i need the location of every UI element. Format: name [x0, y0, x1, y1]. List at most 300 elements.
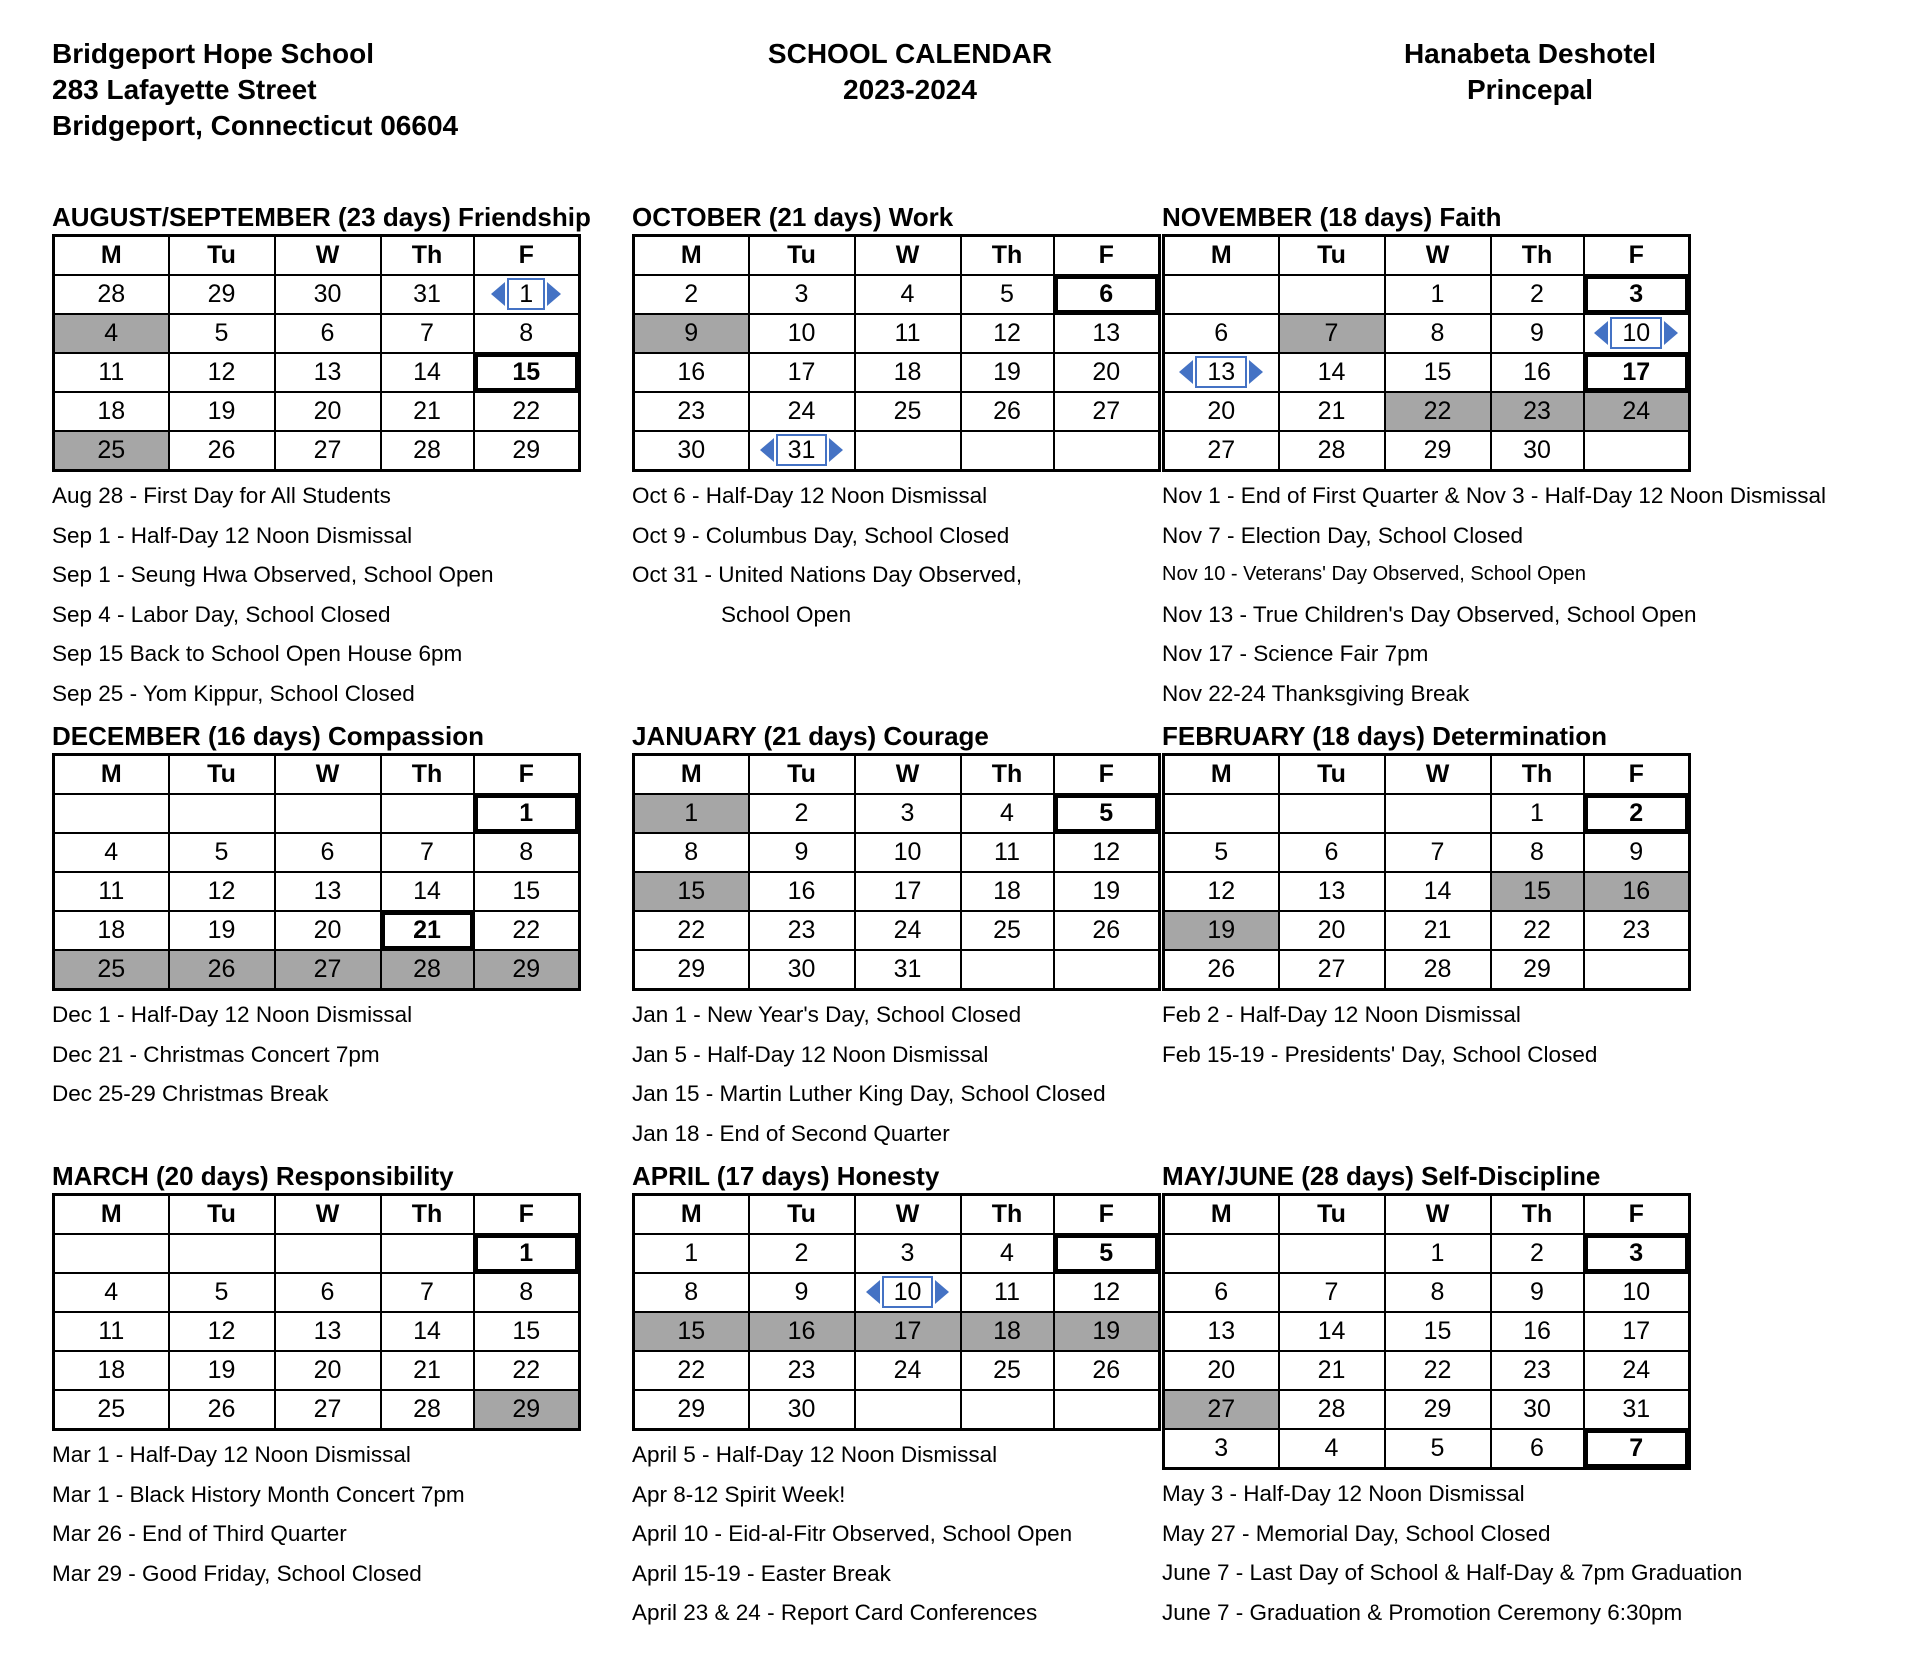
month-title: AUGUST/SEPTEMBER (23 days) Friendship — [52, 202, 591, 232]
calendar-note: Oct 9 - Columbus Day, School Closed — [632, 522, 1010, 548]
day-cell: 14 — [381, 353, 474, 392]
day-cell: 5 — [1385, 1429, 1491, 1469]
day-cell: 1 — [634, 1234, 749, 1273]
week-row — [1164, 314, 1690, 353]
month-calendar-table — [1162, 234, 1691, 472]
day-cell: 15 — [634, 872, 749, 911]
calendar-note: May 3 - Half-Day 12 Noon Dismissal — [1162, 1481, 1525, 1506]
day-cell — [855, 1273, 961, 1312]
calendar-note: Nov 17 - Science Fair 7pm — [1162, 641, 1429, 666]
day-cell: 22 — [634, 1351, 749, 1390]
weekday-header: W — [275, 236, 381, 276]
week-row — [1164, 833, 1690, 872]
day-cell: 8 — [474, 833, 580, 872]
day-cell: 4 — [54, 314, 169, 353]
day-cell: 10 — [1584, 1273, 1690, 1312]
day-cell: 18 — [54, 911, 169, 950]
weekday-header: Tu — [1279, 755, 1385, 795]
day-cell — [474, 275, 580, 314]
weekday-header: M — [1164, 236, 1279, 276]
calendar-title — [700, 36, 1120, 108]
weekday-header: M — [634, 755, 749, 795]
school-address — [52, 36, 458, 144]
day-cell: 28 — [1279, 431, 1385, 471]
day-cell — [1164, 275, 1279, 314]
weekday-header-row — [54, 1195, 580, 1235]
day-cell: 28 — [381, 1390, 474, 1430]
calendar-note: Nov 22-24 Thanksgiving Break — [1162, 680, 1470, 706]
day-cell: 30 — [275, 275, 381, 314]
calendar-note: Oct 6 - Half-Day 12 Noon Dismissal — [632, 483, 988, 508]
weekday-header: M — [1164, 1195, 1279, 1235]
day-cell: 3 — [1584, 1234, 1690, 1273]
day-cell: 7 — [1279, 314, 1385, 353]
calendar-note: School Open — [721, 601, 852, 627]
calendar-note: Nov 10 - Veterans' Day Observed, School Open — [1162, 563, 1587, 585]
day-cell: 11 — [961, 833, 1054, 872]
day-cell: 11 — [54, 1312, 169, 1351]
week-row — [54, 353, 580, 392]
month-notes — [52, 1435, 632, 1593]
day-cell: 13 — [1054, 314, 1160, 353]
weekday-header: Th — [381, 1195, 474, 1235]
week-row — [54, 950, 580, 990]
weekday-header-row — [1164, 236, 1690, 276]
weekday-header: W — [1385, 755, 1491, 795]
day-cell: 13 — [1279, 872, 1385, 911]
month-block — [632, 719, 1212, 1153]
week-row — [1164, 872, 1690, 911]
month-notes — [632, 476, 1212, 634]
day-cell: 1 — [1385, 1234, 1491, 1273]
week-row — [1164, 911, 1690, 950]
day-cell: 8 — [634, 833, 749, 872]
day-cell: 27 — [275, 431, 381, 471]
day-cell — [1584, 314, 1690, 353]
calendar-note: Dec 21 - Christmas Concert 7pm — [52, 1041, 380, 1067]
day-cell: 28 — [1385, 950, 1491, 990]
week-row — [54, 1234, 580, 1273]
day-cell: 2 — [634, 275, 749, 314]
month-block — [52, 1159, 632, 1593]
day-cell: 24 — [1584, 1351, 1690, 1390]
month-title: MARCH (20 days) Responsibility — [52, 1161, 454, 1191]
day-cell — [1279, 794, 1385, 833]
weekday-header: M — [634, 236, 749, 276]
day-cell: 1 — [1385, 275, 1491, 314]
calendar-note: June 7 - Last Day of School & Half-Day & 7pm Graduation — [1162, 1560, 1743, 1585]
calendar-note: Nov 13 - True Children's Day Observed, School Open — [1162, 601, 1697, 627]
day-cell — [1385, 794, 1491, 833]
weekday-header-row — [1164, 755, 1690, 795]
day-cell: 29 — [634, 950, 749, 990]
day-cell: 30 — [749, 1390, 855, 1430]
day-cell: 18 — [961, 1312, 1054, 1351]
week-row — [1164, 392, 1690, 431]
day-cell: 19 — [169, 911, 275, 950]
weekday-header: W — [855, 1195, 961, 1235]
month-block — [632, 1159, 1212, 1633]
calendar-note: Mar 29 - Good Friday, School Closed — [52, 1560, 422, 1586]
week-row — [54, 1312, 580, 1351]
weekday-header: W — [855, 755, 961, 795]
day-cell: 26 — [1054, 911, 1160, 950]
day-cell: 24 — [1584, 392, 1690, 431]
day-cell: 12 — [1054, 833, 1160, 872]
day-cell: 16 — [749, 1312, 855, 1351]
day-cell: 15 — [1385, 1312, 1491, 1351]
calendar-title-text: SCHOOL CALENDAR — [767, 38, 1053, 69]
day-cell: 17 — [855, 872, 961, 911]
month-block — [52, 200, 632, 713]
day-cell: 27 — [1164, 1390, 1279, 1429]
day-cell: 22 — [1491, 911, 1584, 950]
day-cell: 31 — [855, 950, 961, 990]
weekday-header-row — [634, 236, 1160, 276]
week-row — [54, 275, 580, 314]
day-cell: 14 — [1279, 353, 1385, 392]
month-block — [1162, 200, 1826, 713]
day-cell — [749, 431, 855, 471]
day-cell: 1 — [1491, 794, 1584, 833]
day-cell: 20 — [1164, 392, 1279, 431]
day-cell: 23 — [634, 392, 749, 431]
weekday-header: Tu — [749, 1195, 855, 1235]
week-row — [1164, 353, 1690, 392]
week-row — [634, 392, 1160, 431]
day-cell: 19 — [169, 392, 275, 431]
week-row — [634, 1312, 1160, 1351]
day-cell: 6 — [275, 1273, 381, 1312]
weekday-header-row — [54, 755, 580, 795]
day-cell — [54, 794, 169, 833]
day-cell: 17 — [749, 353, 855, 392]
week-row — [634, 1390, 1160, 1430]
day-cell — [1054, 950, 1160, 990]
day-cell: 4 — [961, 1234, 1054, 1273]
day-cell: 6 — [1164, 314, 1279, 353]
day-cell: 6 — [1164, 1273, 1279, 1312]
day-cell: 6 — [275, 833, 381, 872]
weekday-header: Th — [381, 236, 474, 276]
month-notes — [1162, 476, 1826, 713]
calendar-note: April 5 - Half-Day 12 Noon Dismissal — [632, 1442, 998, 1467]
day-cell: 5 — [169, 314, 275, 353]
month-block — [632, 200, 1212, 634]
day-cell: 22 — [1385, 1351, 1491, 1390]
day-cell: 10 — [855, 833, 961, 872]
day-cell: 2 — [1491, 275, 1584, 314]
calendar-note: Oct 31 - United Nations Day Observed, — [632, 562, 1023, 587]
weekday-header: Tu — [169, 1195, 275, 1235]
month-calendar-table — [632, 753, 1161, 991]
day-cell: 21 — [381, 1351, 474, 1390]
week-row — [54, 431, 580, 471]
calendar-year: 2023-2024 — [843, 74, 977, 105]
day-cell: 20 — [1279, 911, 1385, 950]
day-cell: 4 — [54, 1273, 169, 1312]
day-cell: 19 — [1164, 911, 1279, 950]
week-row — [1164, 275, 1690, 314]
day-cell: 27 — [1164, 431, 1279, 471]
day-cell: 7 — [381, 314, 474, 353]
day-cell — [1584, 950, 1690, 990]
day-cell: 22 — [474, 911, 580, 950]
month-notes — [632, 995, 1212, 1153]
day-cell: 12 — [1164, 872, 1279, 911]
day-cell: 28 — [381, 431, 474, 471]
calendar-note: Jan 1 - New Year's Day, School Closed — [632, 1002, 1022, 1027]
day-cell: 26 — [169, 950, 275, 990]
day-cell: 22 — [1385, 392, 1491, 431]
day-cell: 8 — [474, 314, 580, 353]
day-cell: 2 — [749, 1234, 855, 1273]
weekday-header: Th — [961, 755, 1054, 795]
day-cell: 29 — [1385, 1390, 1491, 1429]
week-row — [634, 794, 1160, 833]
day-cell: 5 — [169, 833, 275, 872]
month-title: OCTOBER (21 days) Work — [632, 202, 954, 232]
week-row — [634, 1234, 1160, 1273]
day-cell: 11 — [54, 872, 169, 911]
day-cell — [961, 431, 1054, 471]
weekday-header: Tu — [169, 236, 275, 276]
month-title: NOVEMBER (18 days) Faith — [1162, 202, 1502, 232]
day-cell: 25 — [54, 431, 169, 471]
day-cell: 16 — [1584, 872, 1690, 911]
weekday-header: M — [54, 236, 169, 276]
month-calendar-table — [52, 1193, 581, 1431]
day-cell: 30 — [749, 950, 855, 990]
day-cell: 25 — [855, 392, 961, 431]
day-cell: 16 — [1491, 353, 1584, 392]
day-cell: 29 — [474, 431, 580, 471]
day-cell: 1 — [474, 794, 580, 833]
day-cell: 7 — [1279, 1273, 1385, 1312]
weekday-header: F — [474, 755, 580, 795]
day-cell: 25 — [54, 1390, 169, 1430]
day-cell: 15 — [474, 1312, 580, 1351]
day-cell: 9 — [749, 833, 855, 872]
weekday-header: F — [1584, 236, 1690, 276]
weekday-header: Tu — [749, 236, 855, 276]
day-cell: 28 — [54, 275, 169, 314]
day-cell: 31 — [381, 275, 474, 314]
calendar-note: Nov 1 - End of First Quarter & Nov 3 - Half-Day 12 Noon Dismissal — [1162, 483, 1826, 508]
day-cell: 2 — [1584, 794, 1690, 833]
day-cell: 8 — [1491, 833, 1584, 872]
weekday-header-row — [634, 755, 1160, 795]
weekday-header: W — [1385, 1195, 1491, 1235]
day-cell: 18 — [961, 872, 1054, 911]
day-cell: 6 — [1279, 833, 1385, 872]
weekday-header: F — [474, 236, 580, 276]
day-cell: 4 — [855, 275, 961, 314]
month-calendar-table — [52, 753, 581, 991]
day-cell — [961, 950, 1054, 990]
day-cell: 25 — [961, 911, 1054, 950]
day-cell: 15 — [474, 353, 580, 392]
calendar-note: Sep 1 - Seung Hwa Observed, School Open — [52, 562, 494, 587]
calendar-note: Sep 15 Back to School Open House 6pm — [52, 641, 463, 666]
weekday-header: W — [1385, 236, 1491, 276]
day-cell: 26 — [169, 431, 275, 471]
day-cell: 27 — [1279, 950, 1385, 990]
day-cell: 13 — [275, 1312, 381, 1351]
day-cell — [1164, 353, 1279, 392]
week-row — [1164, 1429, 1690, 1469]
day-cell: 20 — [275, 1351, 381, 1390]
week-row — [634, 872, 1160, 911]
day-cell: 17 — [1584, 353, 1690, 392]
day-cell: 29 — [634, 1390, 749, 1430]
month-calendar-table — [632, 234, 1161, 472]
week-row — [54, 314, 580, 353]
day-cell: 13 — [1164, 1312, 1279, 1351]
day-cell: 26 — [961, 392, 1054, 431]
day-cell: 29 — [1385, 431, 1491, 471]
school-name: Bridgeport Hope School — [52, 38, 374, 69]
day-cell — [54, 1234, 169, 1273]
calendar-note: Sep 1 - Half-Day 12 Noon Dismissal — [52, 522, 413, 548]
calendar-note: May 27 - Memorial Day, School Closed — [1162, 1520, 1551, 1546]
day-cell: 7 — [381, 1273, 474, 1312]
month-notes — [52, 995, 632, 1114]
day-cell — [275, 1234, 381, 1273]
day-cell: 26 — [1164, 950, 1279, 990]
month-block — [1162, 1159, 1742, 1632]
week-row — [1164, 1312, 1690, 1351]
day-cell: 1 — [634, 794, 749, 833]
week-row — [1164, 1351, 1690, 1390]
day-cell: 22 — [634, 911, 749, 950]
weekday-header: F — [1054, 1195, 1160, 1235]
calendar-note: Dec 1 - Half-Day 12 Noon Dismissal — [52, 1002, 413, 1027]
day-cell: 9 — [1584, 833, 1690, 872]
month-calendar-table — [632, 1193, 1161, 1431]
day-cell: 19 — [169, 1351, 275, 1390]
week-row — [1164, 950, 1690, 990]
calendar-note: Apr 8-12 Spirit Week! — [632, 1481, 846, 1507]
day-cell: 3 — [749, 275, 855, 314]
day-cell: 27 — [275, 1390, 381, 1430]
calendar-note: April 23 & 24 - Report Card Conferences — [632, 1600, 1038, 1625]
day-cell: 6 — [1491, 1429, 1584, 1469]
day-cell: 14 — [1385, 872, 1491, 911]
calendar-note: Dec 25-29 Christmas Break — [52, 1081, 329, 1106]
day-cell: 15 — [474, 872, 580, 911]
weekday-header: W — [275, 755, 381, 795]
day-cell: 10 — [749, 314, 855, 353]
school-city: Bridgeport, Connecticut 06604 — [52, 110, 459, 141]
day-cell: 29 — [474, 950, 580, 990]
day-cell: 13 — [275, 353, 381, 392]
day-cell: 6 — [275, 314, 381, 353]
calendar-note: Nov 7 - Election Day, School Closed — [1162, 522, 1523, 548]
day-cell: 29 — [474, 1390, 580, 1430]
week-row — [54, 833, 580, 872]
day-cell: 22 — [474, 392, 580, 431]
calendar-note: Sep 25 - Yom Kippur, School Closed — [52, 680, 415, 706]
month-notes — [1162, 995, 1742, 1074]
day-cell: 9 — [1491, 1273, 1584, 1312]
week-row — [634, 911, 1160, 950]
principal-name: Hanabeta Deshotel — [1403, 38, 1657, 69]
day-cell: 11 — [855, 314, 961, 353]
calendar-note: April 10 - Eid-al-Fitr Observed, School Open — [632, 1521, 1073, 1546]
day-cell: 1 — [474, 1234, 580, 1273]
week-row — [54, 1273, 580, 1312]
day-cell: 22 — [474, 1351, 580, 1390]
week-row — [634, 1351, 1160, 1390]
week-row — [54, 794, 580, 833]
weekday-header: M — [54, 1195, 169, 1235]
day-cell: 2 — [749, 794, 855, 833]
day-cell: 21 — [1279, 392, 1385, 431]
weekday-header: F — [1584, 755, 1690, 795]
weekday-header: Tu — [1279, 236, 1385, 276]
day-cell: 28 — [381, 950, 474, 990]
day-cell: 20 — [1164, 1351, 1279, 1390]
day-cell: 27 — [1054, 392, 1160, 431]
day-cell: 7 — [1584, 1429, 1690, 1469]
calendar-note: Jan 5 - Half-Day 12 Noon Dismissal — [632, 1041, 989, 1067]
day-cell: 13 — [275, 872, 381, 911]
week-row — [54, 1351, 580, 1390]
day-cell: 12 — [961, 314, 1054, 353]
day-cell: 4 — [961, 794, 1054, 833]
day-cell: 24 — [855, 911, 961, 950]
day-cell: 23 — [1584, 911, 1690, 950]
day-cell — [169, 794, 275, 833]
month-title: MAY/JUNE (28 days) Self-Discipline — [1162, 1161, 1601, 1191]
day-cell: 17 — [1584, 1312, 1690, 1351]
day-cell: 25 — [54, 950, 169, 990]
day-cell: 3 — [855, 794, 961, 833]
weekday-header: M — [54, 755, 169, 795]
day-cell: 30 — [1491, 1390, 1584, 1429]
month-title: JANUARY (21 days) Courage — [632, 721, 989, 751]
week-row — [634, 431, 1160, 471]
calendar-note: Sep 4 - Labor Day, School Closed — [52, 601, 391, 627]
calendar-note: April 15-19 - Easter Break — [632, 1560, 891, 1586]
observance-ribbon: 10 — [882, 1276, 934, 1308]
day-cell: 29 — [169, 275, 275, 314]
day-cell — [1584, 431, 1690, 471]
week-row — [54, 392, 580, 431]
day-cell: 18 — [54, 1351, 169, 1390]
week-row — [1164, 431, 1690, 471]
day-cell: 11 — [54, 353, 169, 392]
day-cell: 21 — [381, 911, 474, 950]
observance-ribbon: 10 — [1610, 317, 1662, 349]
day-cell: 12 — [169, 1312, 275, 1351]
day-cell: 5 — [961, 275, 1054, 314]
day-cell: 15 — [1385, 353, 1491, 392]
month-title: APRIL (17 days) Honesty — [632, 1161, 940, 1191]
day-cell: 29 — [1491, 950, 1584, 990]
observance-ribbon: 1 — [507, 278, 545, 310]
day-cell — [1279, 1234, 1385, 1273]
month-calendar-table — [1162, 753, 1691, 991]
day-cell: 16 — [749, 872, 855, 911]
day-cell — [1054, 431, 1160, 471]
day-cell: 30 — [634, 431, 749, 471]
month-block — [52, 719, 632, 1114]
day-cell: 31 — [1584, 1390, 1690, 1429]
weekday-header-row — [1164, 1195, 1690, 1235]
weekday-header: Th — [961, 236, 1054, 276]
